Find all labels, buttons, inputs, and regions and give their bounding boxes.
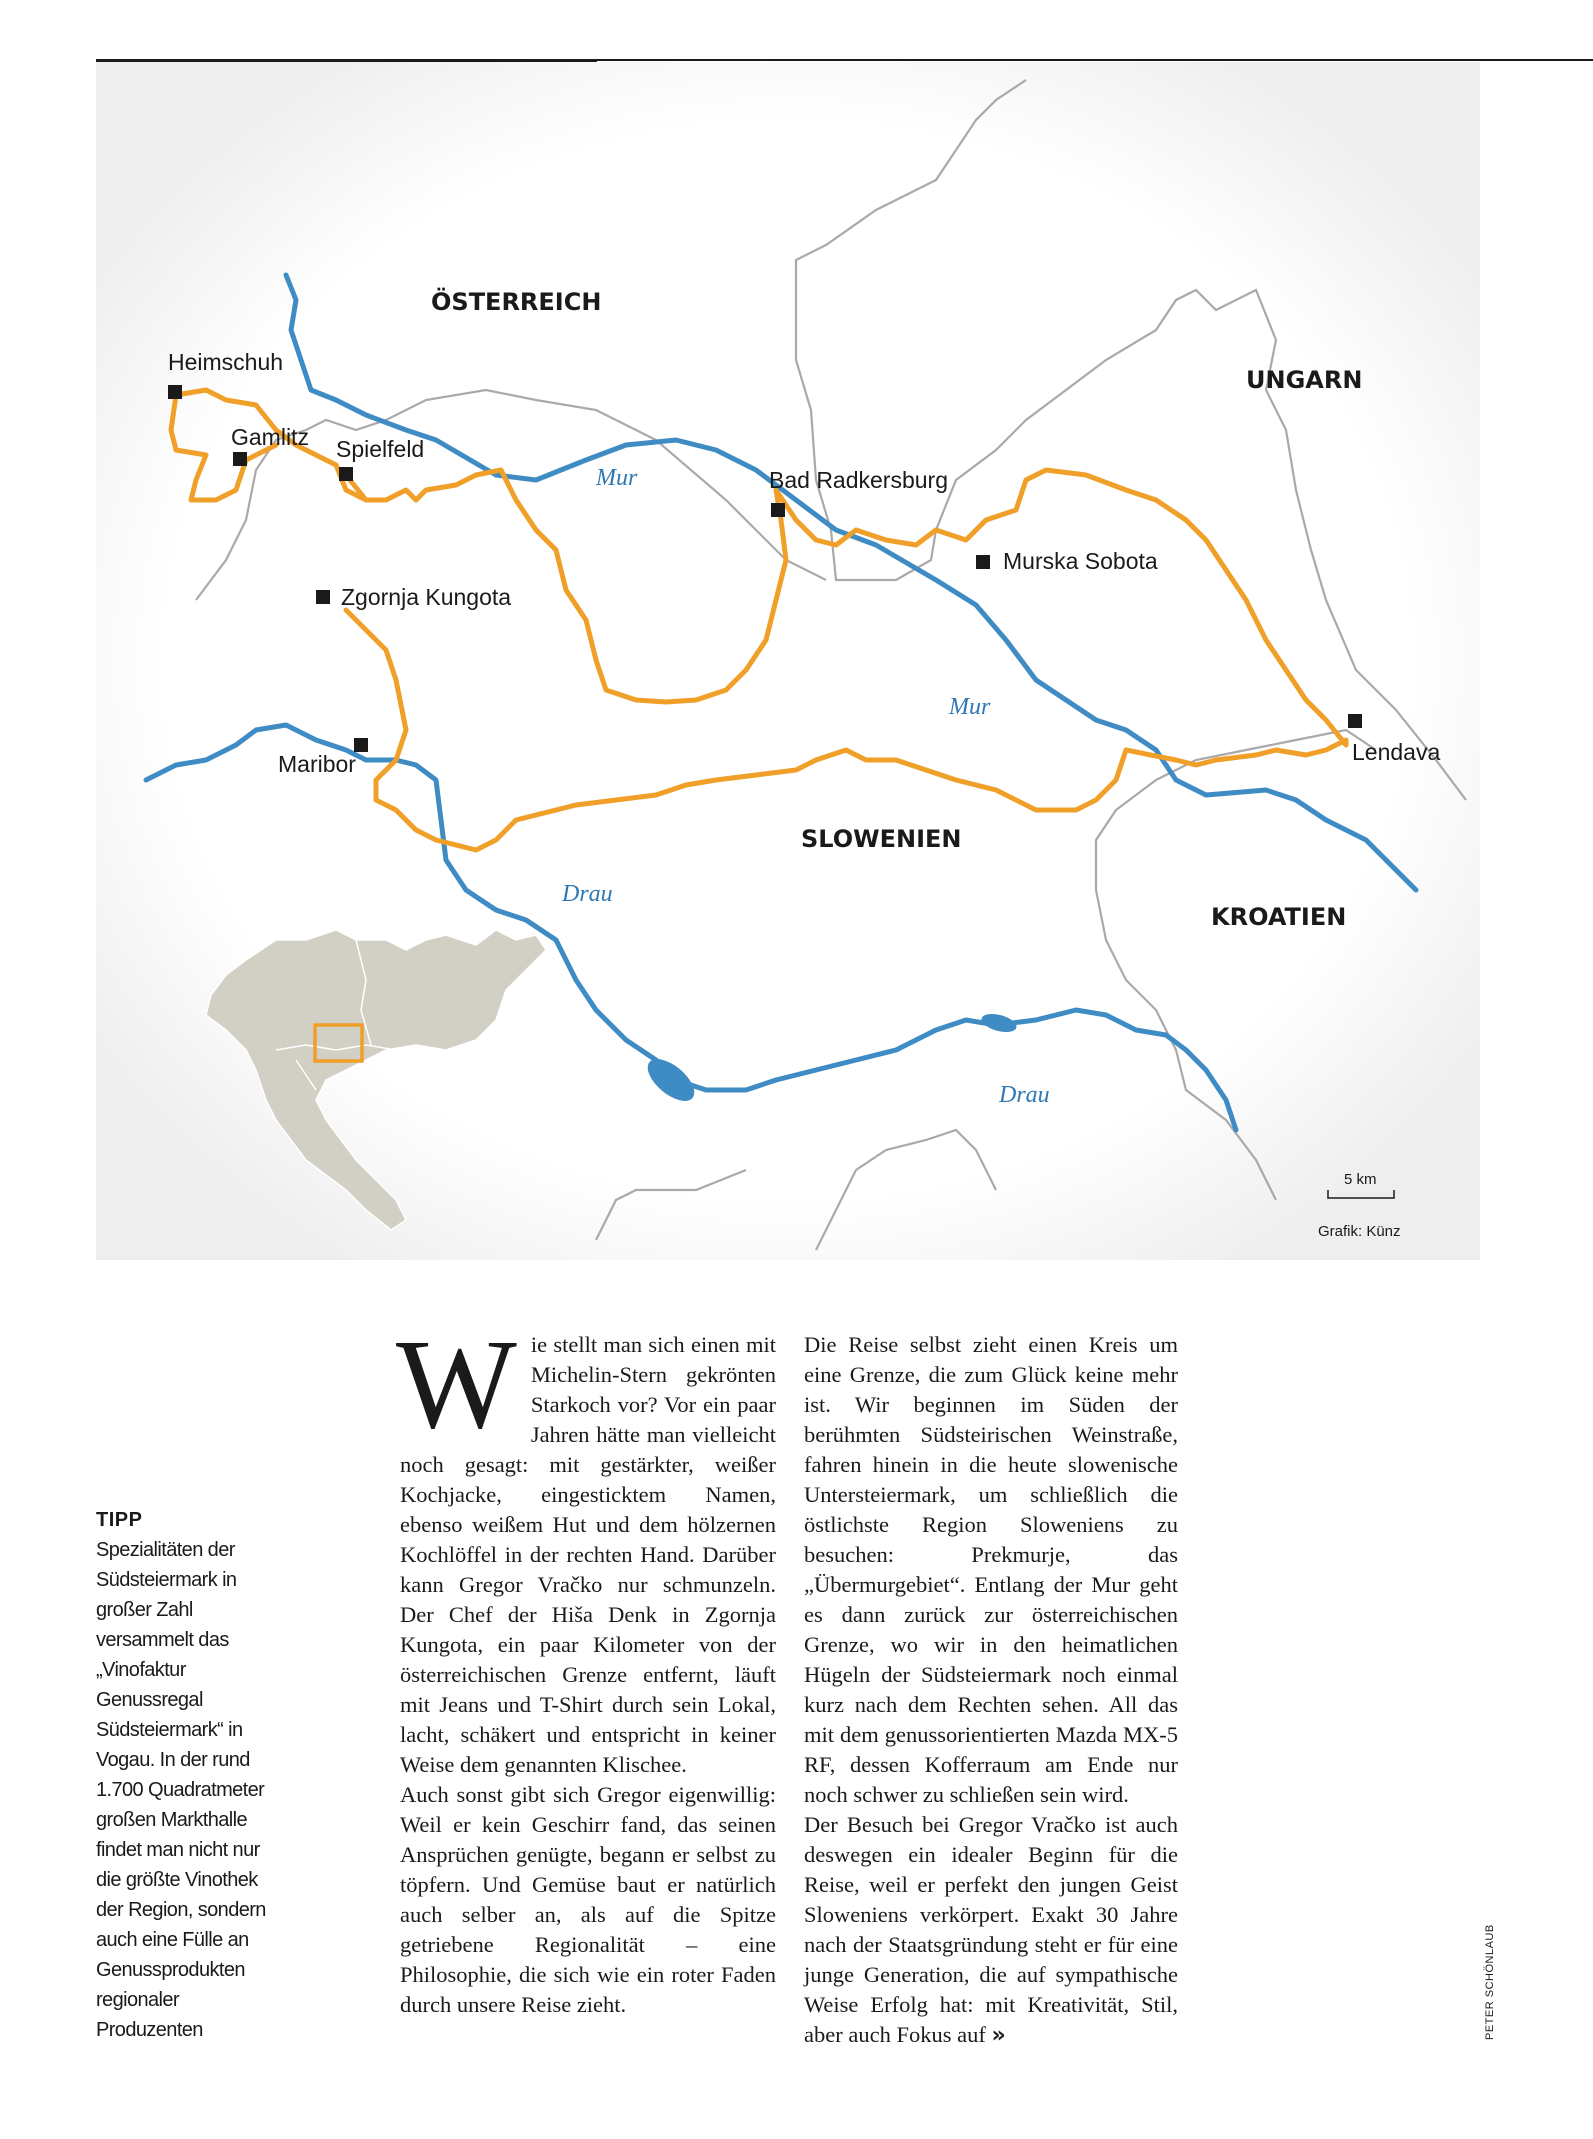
tip-box <box>96 1505 286 2045</box>
label-gamlitz: Gamlitz <box>231 424 309 450</box>
label-maribor: Maribor <box>278 751 356 777</box>
marker-murska-sobota <box>976 555 990 569</box>
label-spielfeld: Spielfeld <box>336 436 425 462</box>
article-paragraph: Auch sonst gibt sich Gregor eigenwillig: Weil er kein Geschirr fand, das seinen Ansprüchen genügte, begann er selbst zu töpfern. Und Gemüse baut er natürlich auch selber an, als auf die Spitze getriebene Regionalität – eine Philosophie, die sich wie ein roter Faden durch unsere Reise zieht. <box>400 1782 776 2017</box>
label-drau-left: Drau <box>562 881 613 907</box>
label-bad-radkersburg: Bad Radkersburg <box>769 467 948 493</box>
label-oesterreich: ÖSTERREICH <box>431 288 602 316</box>
label-lendava: Lendava <box>1352 739 1441 765</box>
graphic-credit: Grafik: Künz <box>1318 1223 1401 1240</box>
label-kroatien: KROATIEN <box>1211 903 1347 931</box>
label-ungarn: UNGARN <box>1246 366 1363 394</box>
scale-label: 5 km <box>1344 1171 1377 1188</box>
article-text: ie stellt man sich einen mit Michelin-Stern gekrönten Starkoch vor? Vor ein paar Jahren hätte man vielleicht noch gesagt: mit gestärkter, weißer Kochjacke, eingesticktem Namen, ebenso weißem Hut und dem hölzernen Kochlöffel in der rechten Hand. Darüber kann Gregor Vračko nur schmunzeln. Der Chef der Hiša Denk in Zgornja Kungota, ein paar Kilometer von der österreichischen Grenze entfernt, läuft mit Jeans und T-Shirt durch sein Lokal, lacht, schäkert und entspricht in keiner Weise dem genannten Klischee. <box>400 1332 776 1777</box>
article-paragraph <box>396 1313 776 1780</box>
article-text: Der Besuch bei Gregor Vračko ist auch deswegen ein idealer Beginn für die Reise, weil er perfekt den jungen Geist Sloweniens verkörpert. Exakt 30 Jahre nach der Staatsgründung steht er für eine junge Generation, die auf sympathische Weise Erfolg hat: mit Kreativität, Stil, aber auch Fokus auf <box>804 1812 1178 2047</box>
label-mur-lower: Mur <box>949 694 991 720</box>
marker-bad-radkersburg <box>771 503 785 517</box>
marker-zgornja-kungota <box>316 590 330 604</box>
article-paragraph <box>804 1810 1178 2051</box>
route-map <box>96 60 1480 1260</box>
label-zgornja-kungota: Zgornja Kungota <box>341 584 512 610</box>
marker-lendava <box>1348 714 1362 728</box>
label-drau-right: Drau <box>999 1082 1050 1108</box>
marker-maribor <box>354 738 368 752</box>
tip-text: Spezialitäten der Südsteiermark in großer Zahl versammelt das „Vinofaktur Genussregal Südsteiermark“ in Vogau. In der rund 1.700 Quadratmeter großen Markthalle findet man nicht nur die größte Vinothek der Region, sondern auch eine Fülle an Genussprodukten regionaler Produzenten <box>96 1539 266 2041</box>
marker-gamlitz <box>233 452 247 466</box>
marker-heimschuh <box>168 385 182 399</box>
label-mur-upper: Mur <box>596 465 638 491</box>
label-murska-sobota: Murska Sobota <box>1003 548 1158 574</box>
continue-mark: » <box>991 2023 1006 2048</box>
tip-title: TIPP <box>96 1509 143 1531</box>
label-heimschuh: Heimschuh <box>168 349 284 375</box>
article-column-1 <box>396 1313 776 2020</box>
label-slowenien: SLOWENIEN <box>801 825 962 853</box>
article-column-2 <box>804 1330 1178 2051</box>
photo-credit: PETER SCHÖNLAUB <box>1484 1924 1496 2040</box>
marker-spielfeld <box>339 467 353 481</box>
drop-cap: W <box>396 1313 517 1455</box>
article-paragraph: Die Reise selbst zieht einen Kreis um eine Grenze, die zum Glück keine mehr ist. Wir beginnen im Süden der berühmten Südsteirischen Weinstraße, fahren hinein in die heute slowenische Untersteiermark, um schließlich die östlichste Region Sloweniens zu besuchen: Prekmurje, das „Übermurgebiet“. Entlang der Mur geht es dann zurück zur österreichischen Grenze, wo wir in den heimatlichen Hügeln der Südsteiermark noch einmal kurz nach dem Rechten sehen. All das mit dem genussorientierten Mazda MX-5 RF, dessen Kofferraum am Ende nur noch schwer zu schließen sein wird. <box>804 1332 1178 1807</box>
